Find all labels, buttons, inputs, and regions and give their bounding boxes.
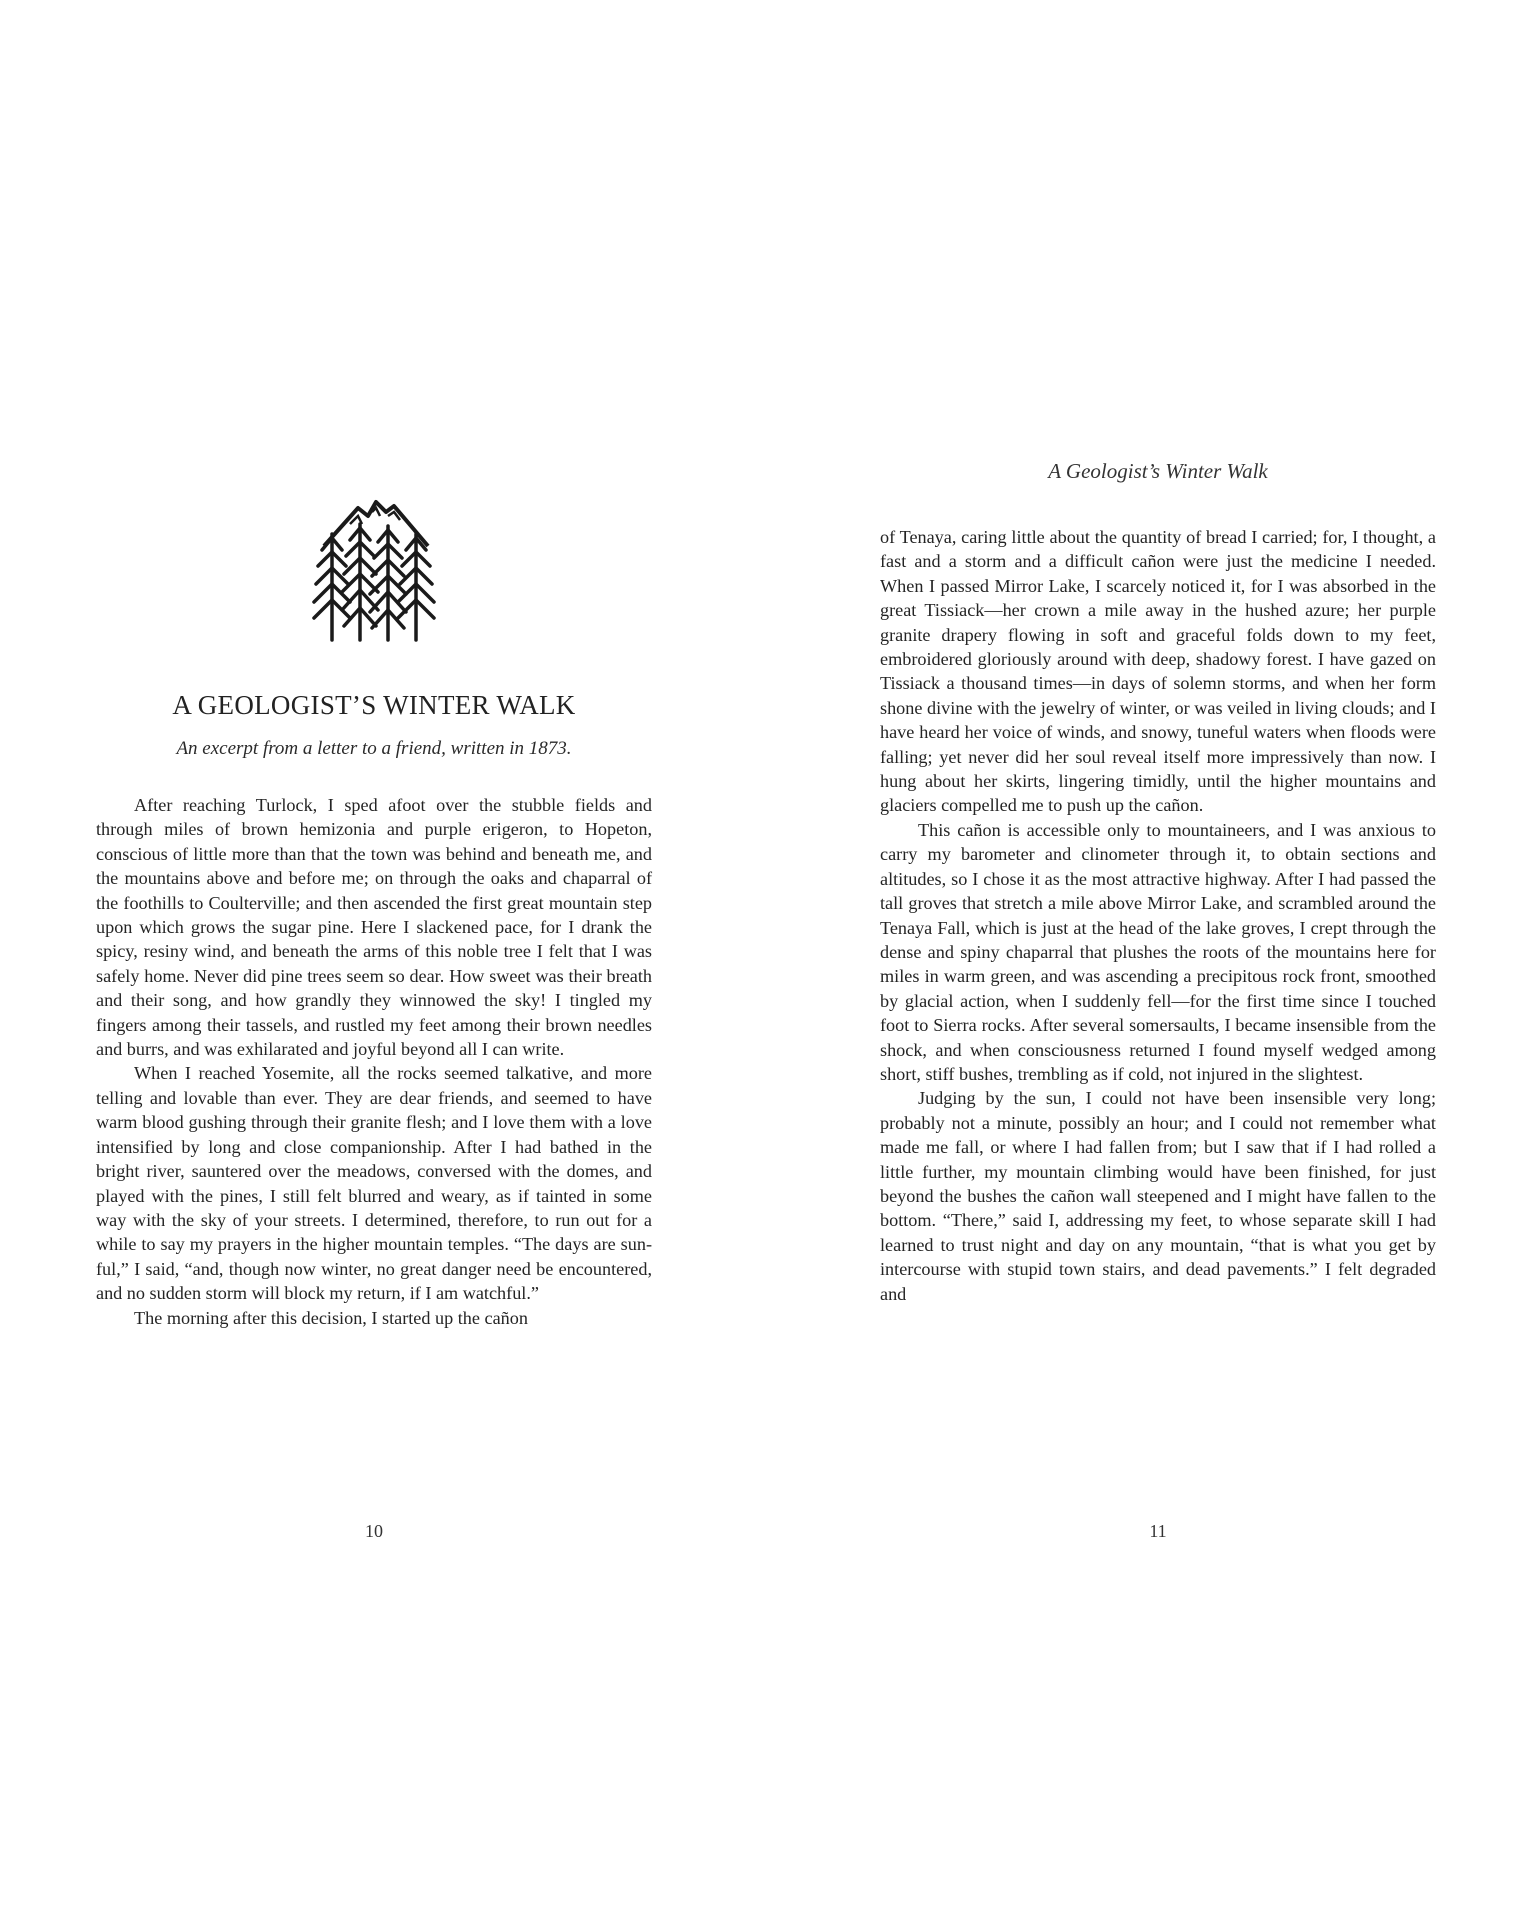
paragraph: This cañon is accessible only to mountaineers, and I was anxious to carry my barometer and clinometer through it, to obtain sections and altitudes, so I chose it as the most attractive highway. After I had passed the tall groves that stretch a mile above Mirror Lake, and scrambled around the Tenaya Fall, which is just at the head of the lake groves, I crept through the dense and spiny chaparral that plushes the roots of the mountains here for miles in warm green, and was ascending a precipitous rock front, smoothed by glacial action, when I suddenly fell—for the first time since I touched foot to Sierra rocks. After several somersaults, I became insensible from the shock, and when consciousness returned I found myself wedged among short, stiff bushes, trembling as if cold, not injured in the slightest. <box>880 819 1436 1084</box>
page-number: 11 <box>1149 1521 1167 1541</box>
right-page-body <box>880 525 1436 1306</box>
chapter-title: A GEOLOGIST’S WINTER WALK <box>172 690 576 720</box>
mountain-pine-trees-icon <box>310 494 438 644</box>
paragraph: Judging by the sun, I could not have been insensible very long; probably not a minute, possibly an hour; and I could not remember what made me fall, or where I had fallen from; but I saw that if I had rolled a little further, my mountain climbing would have been finished, for just beyond the bushes the cañon wall steepened and I might have fallen to the bottom. “There,” said I, addressing my feet, to whose separate skill I had learned to trust night and day on any mountain, “that is what you get by intercourse with stupid town stairs, and dead pavements.” I felt degraded and <box>880 1088 1436 1304</box>
running-head: A Geologist’s Winter Walk <box>1048 459 1268 483</box>
chapter-subtitle: An excerpt from a letter to a friend, written in 1873. <box>176 738 572 759</box>
paragraph: After reaching Turlock, I sped afoot over the stubble fields and through miles of brown hemizonia and purple erigeron, to Hopeton, conscious of little more than that the town was behind and beneath me, and the mountains above and before me; on through the oaks and chaparral of the foothills to Coulterville; and then ascended the first great mountain step upon which grows the sugar pine. Here I slackened pace, for I drank the spicy, resiny wind, and beneath the arms of this noble tree I felt that I was safely home. Never did pine trees seem so dear. How sweet was their breath and their song, and how grandly they winnowed the sky! I tingled my fingers among their tassels, and rustled my feet among their brown needles and burrs, and was exhilarated and joyful beyond all I can write. <box>96 795 652 1060</box>
left-page-body <box>96 793 652 1330</box>
page-number: 10 <box>365 1521 383 1541</box>
paragraph: The morning after this decision, I started up the cañon <box>134 1307 528 1328</box>
paragraph: When I reached Yosemite, all the rocks seemed talkative, and more telling and lovable than ever. They are dear friends, and seemed to have warm blood gushing through their granite flesh; and I love them with a love intensified by long and close companionship. After I had bathed in the bright river, sauntered over the meadows, conversed with the domes, and played with the pines, I still felt blurred and weary, as if tainted in some way with the sky of your streets. I determined, therefore, to run out for a while to say my prayers in the higher mountain temples. “The days are sunful,” I said, “and, though now winter, no great danger need be encountered, and no sudden storm will block my return, if I am watchful.” <box>96 1063 652 1304</box>
paragraph: of Tenaya, caring little about the quantity of bread I carried; for, I thought, a fast and a storm and a difficult cañon were just the medicine I needed. When I passed Mirror Lake, I scarcely noticed it, for I was absorbed in the great Tissiack—her crown a mile away in the hushed azure; her purple granite drapery flowing in soft and graceful folds down to my feet, embroidered gloriously around with deep, shadowy forest. I have gazed on Tissiack a thousand times—in days of solemn storms, and when her form shone divine with the jewelry of winter, or was veiled in living clouds; and I have heard her voice of winds, and snowy, tuneful waters when floods were falling; yet never did her soul reveal itself more impressively than now. I hung about her skirts, lingering timidly, until the higher mountains and glaciers compelled me to push up the cañon. <box>880 527 1436 816</box>
